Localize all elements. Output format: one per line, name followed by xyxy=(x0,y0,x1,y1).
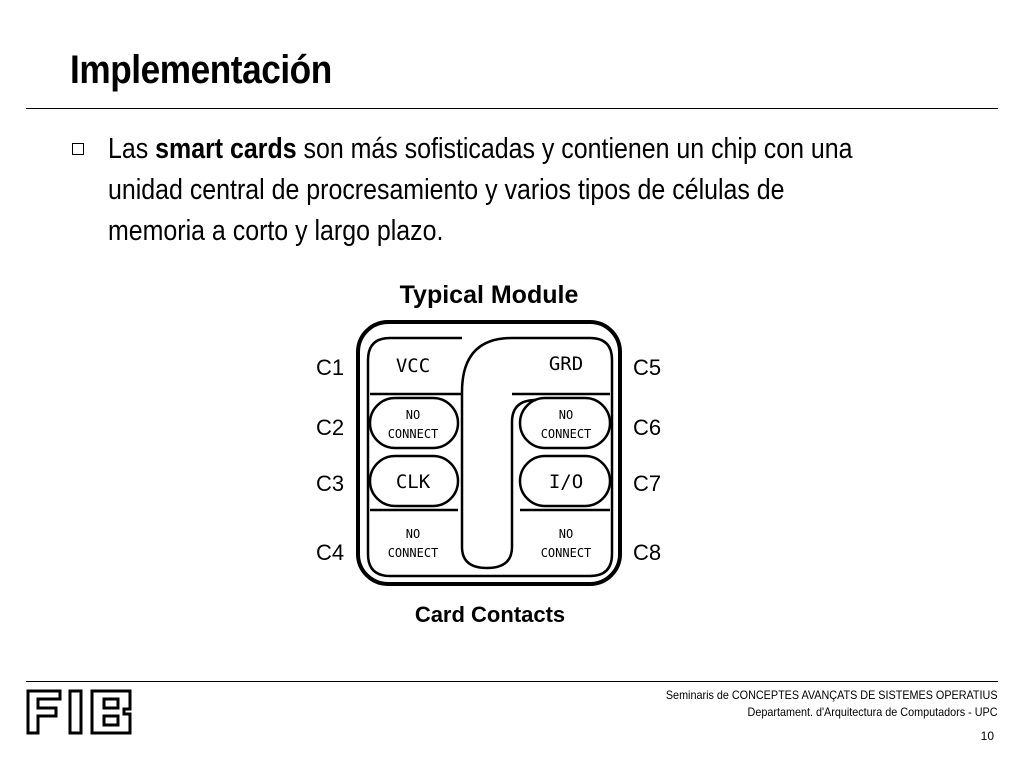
slide-title: Implementación xyxy=(70,48,332,92)
fib-logo xyxy=(26,689,138,735)
label-c2: C2 xyxy=(316,415,345,440)
contact-c2-line2: CONNECT xyxy=(387,427,439,441)
title-divider xyxy=(26,108,998,109)
label-c4: C4 xyxy=(316,540,345,565)
contact-c1-text: VCC xyxy=(395,355,431,377)
contact-c4-line1: NO xyxy=(405,527,421,541)
contact-c8-line2: CONNECT xyxy=(540,546,592,560)
contact-c6-line1: NO xyxy=(558,408,574,422)
footer-credits xyxy=(629,687,998,721)
label-c5: C5 xyxy=(633,355,662,380)
diagram-caption: Card Contacts xyxy=(414,602,566,627)
page-number: 10 xyxy=(980,729,994,743)
diagram-heading: Typical Module xyxy=(399,281,579,309)
bullet-text-bold: smart cards xyxy=(155,133,297,165)
contact-c8-line1: NO xyxy=(558,527,574,541)
footer-line-1: Seminaris de CONCEPTES AVANÇATS DE SISTEMES OPERATIUS xyxy=(666,688,998,702)
label-c6: C6 xyxy=(633,415,662,440)
label-c8: C8 xyxy=(633,540,662,565)
contact-c4-line2: CONNECT xyxy=(387,546,439,560)
label-c1: C1 xyxy=(316,355,345,380)
bullet-text-prefix: Las xyxy=(108,133,156,165)
contact-c6-line2: CONNECT xyxy=(540,427,592,441)
footer-divider xyxy=(26,681,998,682)
bullet-text-suffix: son más sofisticadas y contienen un chip con una unidad central de procresamiento y varios tipos de células de memoria a corto y largo plazo. xyxy=(108,133,853,247)
contact-c3-text: CLK xyxy=(395,471,431,493)
bullet-text xyxy=(108,129,882,252)
square-bullet-icon xyxy=(72,143,84,155)
contact-c5-text: GRD xyxy=(548,353,584,375)
contact-c7-text: I/O xyxy=(548,471,584,493)
label-c3: C3 xyxy=(316,471,345,496)
smart-card-contacts-diagram xyxy=(300,272,700,632)
label-c7: C7 xyxy=(633,471,662,496)
contact-c2-line1: NO xyxy=(405,408,421,422)
footer-line-2: Departament. d'Arquitectura de Computadors - UPC xyxy=(748,705,998,719)
